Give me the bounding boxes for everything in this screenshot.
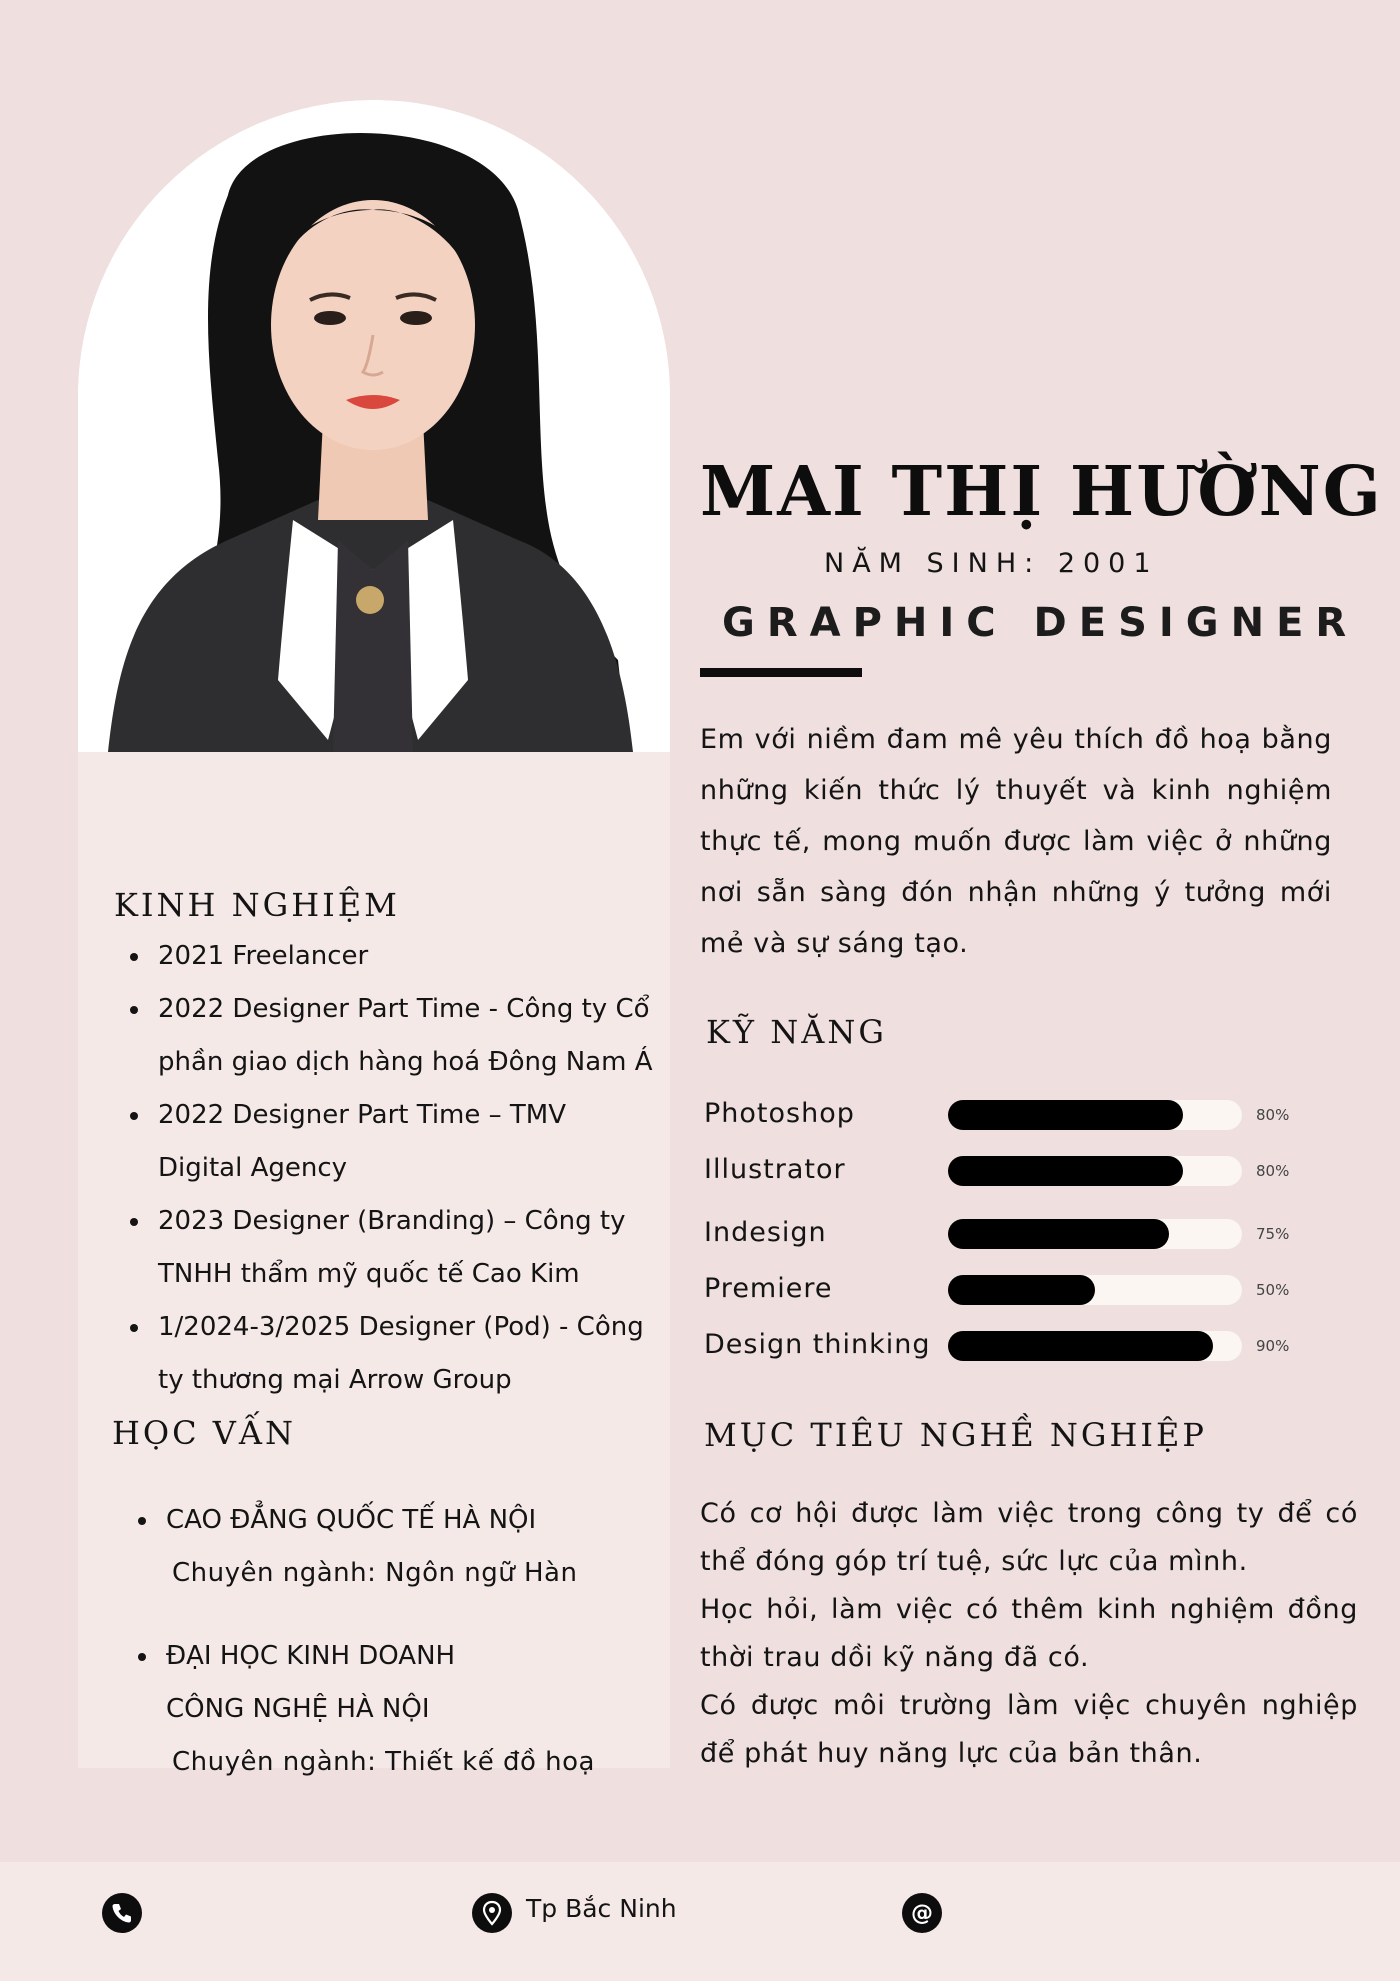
- education-title: HỌC VẤN: [112, 1414, 297, 1452]
- education-item: [126, 1494, 646, 1600]
- skill-bar-track: [948, 1275, 1242, 1305]
- skill-name: Indesign: [704, 1217, 827, 1248]
- skill-name: Photoshop: [704, 1098, 855, 1129]
- skill-row: [704, 1094, 1344, 1134]
- portrait-illustration: [78, 100, 670, 752]
- svg-text:@: @: [911, 1901, 933, 1926]
- education-major: Chuyên ngành: Thiết kế đồ hoạ: [172, 1747, 595, 1777]
- experience-item: 2023 Designer (Branding) – Công ty TNHH thẩm mỹ quốc tế Cao Kim: [118, 1195, 658, 1301]
- skill-bar-track: [948, 1219, 1242, 1249]
- skill-bar-fill: [948, 1331, 1213, 1361]
- skill-bar-fill: [948, 1275, 1095, 1305]
- education-major: Chuyên ngành: Ngôn ngữ Hàn: [172, 1558, 578, 1588]
- skill-percent: 80%: [1256, 1162, 1290, 1180]
- title-underline: [700, 668, 862, 677]
- location-pin-icon: [472, 1893, 512, 1933]
- education-item: [126, 1630, 646, 1789]
- career-goal-text: [700, 1490, 1358, 1778]
- skill-bar-fill: [948, 1156, 1183, 1186]
- skill-row: [704, 1269, 1344, 1309]
- candidate-name: MAI THỊ HƯỜNG: [700, 452, 1383, 532]
- skill-bar-fill: [948, 1100, 1183, 1130]
- location-text: Tp Bắc Ninh: [526, 1894, 677, 1923]
- skill-name: Illustrator: [704, 1154, 846, 1185]
- skill-bar-track: [948, 1331, 1242, 1361]
- experience-item: 2022 Designer Part Time – TMV Digital Agency: [118, 1089, 658, 1195]
- skill-row: [704, 1325, 1344, 1365]
- contact-footer: [0, 1862, 1400, 1981]
- skill-name: Premiere: [704, 1273, 833, 1304]
- phone-icon[interactable]: [102, 1893, 142, 1933]
- experience-item: 2022 Designer Part Time - Công ty Cổ phần giao dịch hàng hoá Đông Nam Á: [118, 983, 658, 1089]
- skill-row: [704, 1150, 1344, 1190]
- career-goal-title: MỤC TIÊU NGHỀ NGHIỆP: [704, 1416, 1207, 1454]
- at-sign-icon[interactable]: [902, 1893, 942, 1933]
- education-list: [126, 1494, 646, 1789]
- skill-bar-fill: [948, 1219, 1169, 1249]
- skills-title: KỸ NĂNG: [706, 1013, 887, 1051]
- skill-percent: 80%: [1256, 1106, 1290, 1124]
- skill-percent: 75%: [1256, 1225, 1290, 1243]
- school-name: ĐẠI HỌC KINH DOANH CÔNG NGHỆ HÀ NỘI: [166, 1641, 456, 1724]
- skill-row: [704, 1213, 1344, 1253]
- skill-percent: 50%: [1256, 1281, 1290, 1299]
- experience-item: 1/2024-3/2025 Designer (Pod) - Công ty thương mại Arrow Group: [118, 1301, 658, 1407]
- experience-title: KINH NGHIỆM: [114, 886, 400, 924]
- profile-photo: [78, 100, 670, 752]
- skill-bar-track: [948, 1156, 1242, 1186]
- job-title: GRAPHIC DESIGNER: [722, 600, 1359, 646]
- birth-year: NĂM SINH: 2001: [824, 548, 1159, 579]
- skill-name: Design thinking: [704, 1329, 931, 1360]
- career-goal-paragraph: Có cơ hội được làm việc trong công ty để có thể đóng góp trí tuệ, sức lực của mình.: [700, 1498, 1358, 1577]
- experience-list: [118, 930, 658, 1407]
- school-name: CAO ĐẲNG QUỐC TẾ HÀ NỘI: [166, 1505, 537, 1535]
- career-goal-paragraph: Học hỏi, làm việc có thêm kinh nghiệm đồng thời trau dồi kỹ năng đã có.: [700, 1594, 1358, 1673]
- experience-item: 2021 Freelancer: [118, 930, 658, 983]
- skill-percent: 90%: [1256, 1337, 1290, 1355]
- skill-bar-track: [948, 1100, 1242, 1130]
- intro-paragraph: Em với niềm đam mê yêu thích đồ hoạ bằng những kiến thức lý thuyết và kinh nghiệm thực tế, mong muốn được làm việc ở những nơi sẵn sàng đón nhận những ý tưởng mới mẻ và sự sáng tạo.: [700, 724, 1332, 959]
- career-goal-paragraph: Có được môi trường làm việc chuyên nghiệp để phát huy năng lực của bản thân.: [700, 1690, 1358, 1769]
